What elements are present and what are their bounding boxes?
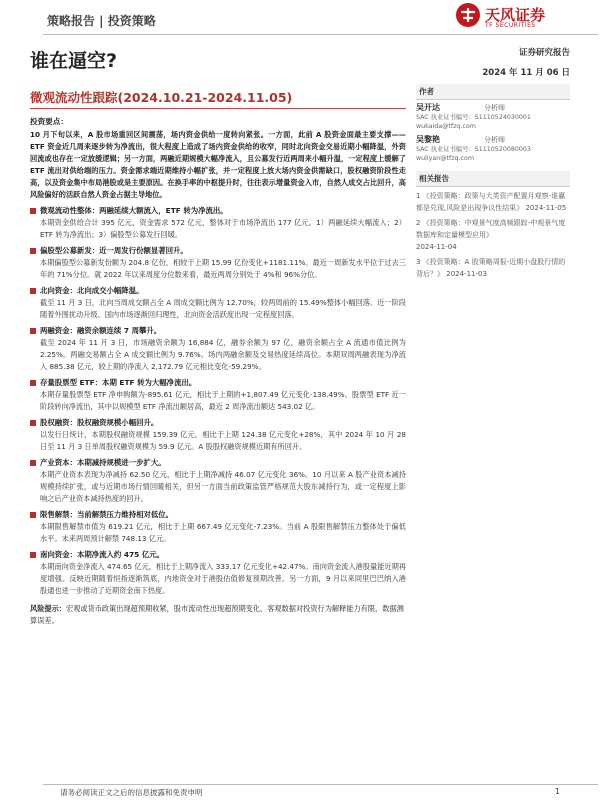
section-9	[30, 549, 406, 597]
section-4	[30, 325, 406, 373]
author-role: 分析师	[484, 136, 505, 144]
author-email[interactable]: wukaida@tfzq.com	[416, 123, 476, 130]
section-body: 本期限售解禁市值为 619.21 亿元，相比于上期 667.49 亿元变化-7.23%。当前 A 股限售解禁压力整体处于偏低水平。未来两周预计解禁 748.13 亿元。	[40, 522, 406, 543]
author-email[interactable]: wuliyan@tfzq.com	[416, 155, 474, 162]
footer-disclaimer: 请务必阅读正文之后的信息披露和免责申明	[60, 788, 203, 797]
section-5	[30, 377, 406, 413]
section-heading: 产业资本：本期减持规模进一步扩大。	[30, 457, 406, 469]
related-report-title: 3 《投资策略：A 股策略周报-近期小盘股行情的背后？》	[416, 258, 566, 278]
section-heading: 股权融资：股权融资规模小幅回升。	[30, 417, 406, 429]
section-heading: 偏股型公募新发：近一周发行份额显著回升。	[30, 245, 406, 257]
page-number: 1	[555, 787, 560, 796]
section-heading: 两融资金：融资余额连续 7 周攀升。	[30, 325, 406, 337]
related-reports	[416, 171, 570, 280]
section-body: 截至 11 月 3 日，北向当周成交额占全 A 周成交额比例为 12.70%，较两周前的 15.49%整体小幅回落。近一阶段随着外围扰动升级、国内市场逐渐回归理性，北向资金活跃度出现一定程度回落。	[40, 298, 406, 319]
header-category: 策略报告 | 投资策略	[47, 14, 156, 28]
sidebar	[416, 84, 570, 283]
section-body: 截至 2024 年 11 月 3 日，市场融资余额为 16,884 亿，融券余额为 97 亿，融资余额占全 A 流通市值比例为 2.25%。两融交易额占全 A 成交额比例为 9.76%。场内两融余额及交易热度延续高位。本期双周两融表现为净流入 885.38 亿元，较上期的净流入 2,172.79 亿元相比变化-59.29%。	[40, 338, 406, 371]
company-logo	[455, 2, 575, 32]
section-body: 本期产业资本表现为净减持 62.50 亿元，相比于上期净减持 46.07 亿元变化 36%。10 月以来 A 股产业资本减持规模持续扩张，或与近期市场行情回暖相关，但另一方面当前政策监管严格规范大股东减持行为，或一定程度上影响之后产业资本减持热度的回升。	[40, 470, 406, 503]
section-heading: 南向资金：本期净流入约 475 亿元。	[30, 549, 406, 561]
related-report-item[interactable]	[416, 190, 570, 214]
related-report-date: 2024-11-03	[446, 270, 487, 278]
risk-label: 风险提示：	[30, 604, 66, 613]
section-7	[30, 457, 406, 505]
related-report-item[interactable]	[416, 217, 570, 253]
author-card	[416, 103, 570, 131]
section-body: 本期南向资金净流入 474.65 亿元，相比于上期净流入 333.17 亿元变化+42.47%。南向资金流入港股量能近期再度增强。反映近期随着恒指逐渐筑底，内地资金对于港股估值修复预期改善。另一方面，9 月以来同里巴巴纳入港股通也进一步推动了近期资金南下热度。	[40, 562, 406, 595]
report-subtitle: 微观流动性跟踪(2024.10.21-2024.11.05)	[30, 90, 293, 105]
logo-text-en: TF SECURITIES	[485, 22, 536, 29]
risk-warning	[30, 603, 406, 627]
tf-logo-icon	[455, 2, 481, 28]
author-role: 分析师	[484, 104, 505, 112]
footer-divider	[43, 784, 598, 785]
section-body: 本期存量股票型 ETF 净申购额为-895.61 亿元，相比于上期的+1,807.49 亿元变化-138.49%。股票型 ETF 近一阶段转向净流出，其中以规模型 ETF 净流出额居高，最近 2 周净流出额达 543.02 亿。	[40, 390, 406, 411]
section-body: 以发行日统计，本期股权融资规模 159.39 亿元，相比于上期 124.38 亿元变化+28%，其中 2024 年 10 月 28 日至 11 月 3 日单周股权融资规模为 59.9 亿元。A 股股权融资规模近期有所回升。	[40, 430, 406, 451]
related-report-title: 2 《投资策略：中观景气度高频跟踪-中观景气度数据库和定量模型应用》	[416, 219, 566, 239]
report-type: 证券研究报告	[518, 48, 570, 58]
section-1	[30, 205, 406, 241]
related-heading: 相关报告	[416, 171, 570, 187]
related-report-title: 1 《投资策略：政策与大类资产配置月观察-谁赢都是兑现,风险是出现争议性结果》	[416, 192, 566, 212]
subtitle-divider	[30, 108, 406, 109]
section-heading: 北向资金：北向成交小幅降温。	[30, 285, 406, 297]
report-title: 谁在逼空?	[30, 50, 118, 72]
investment-label: 投资要点：	[30, 117, 68, 126]
related-report-date: 2024-11-04	[416, 243, 457, 251]
section-heading: 存量股票型 ETF：本期 ETF 转为大幅净流出。	[30, 377, 406, 389]
header-divider	[43, 34, 598, 35]
main-content	[30, 112, 406, 627]
section-heading: 限售解禁：当前解禁压力维持相对低位。	[30, 509, 406, 521]
logo-text-cn: 天风证券	[485, 6, 546, 24]
related-report-item[interactable]	[416, 256, 570, 280]
authors-heading: 作者	[416, 84, 570, 100]
section-heading: 微观流动性整体：两融延续大额流入，ETF 转为净流出。	[30, 205, 406, 217]
section-body: 本期偏股型公募新发份额为 204.8 亿份，相较于上期 15.99 亿份变化+1181.11%。最近一周新发水平位于过去三年的 71%分位。就 2022 年以来周度分位数来看，最近两周分别处于 4%和 96%分位。	[40, 258, 406, 279]
author-card	[416, 135, 570, 163]
section-body: 本期资金供给合计 395 亿元，资金需求 572 亿元，整体对于市场净流出 177 亿元。1）两融延续大幅流入；2）ETF 转为净流出；3）偏股型公募发行回暖。	[40, 218, 406, 239]
risk-text: 宏观或货币政策出现超预期收紧，股市流动性出现超预期变化，客观数据对投资行为解释能力有限，数据测算误差。	[30, 604, 404, 625]
section-6	[30, 417, 406, 453]
author-cert: SAC 执业证书编号：S1110520080003	[416, 146, 531, 153]
author-cert: SAC 执业证书编号：S1110524030001	[416, 114, 531, 121]
author-name: 吴黎艳	[416, 135, 440, 144]
intro-paragraph: 10 月下旬以来，A 股市场重回区间震荡，场内资金供给一度转向紧张。一方面，此前 A 股资金面最主要支撑——ETF 资金近几周来逐步转为净流出，很大程度上造成了场内资金供给的收窄，同时北向资金交易近期小幅降温，外资回流或也存在一定放缓逻辑；另一方面，两融近期规模大幅净流入，且公募发行近两周来小幅升温，一定程度上缓解了 ETF 流出对供给端的压力。资金需求端近期维持小幅扩张，并一定程度上放大场内资金供需缺口，股权融资阶段性走高，以及资金集中布局港股或是主要原因。在换手率的中枢提升时，往往表示增量资金入市，自然人成交占比回升，高风险偏好的活跃自然人资金占据主导地位。	[30, 130, 406, 199]
section-8	[30, 509, 406, 545]
author-name: 吴开达	[416, 103, 440, 112]
report-date: 2024 年 11 月 06 日	[482, 68, 570, 78]
section-3	[30, 285, 406, 321]
section-2	[30, 245, 406, 281]
related-report-date: 2024-11-05	[525, 204, 567, 212]
